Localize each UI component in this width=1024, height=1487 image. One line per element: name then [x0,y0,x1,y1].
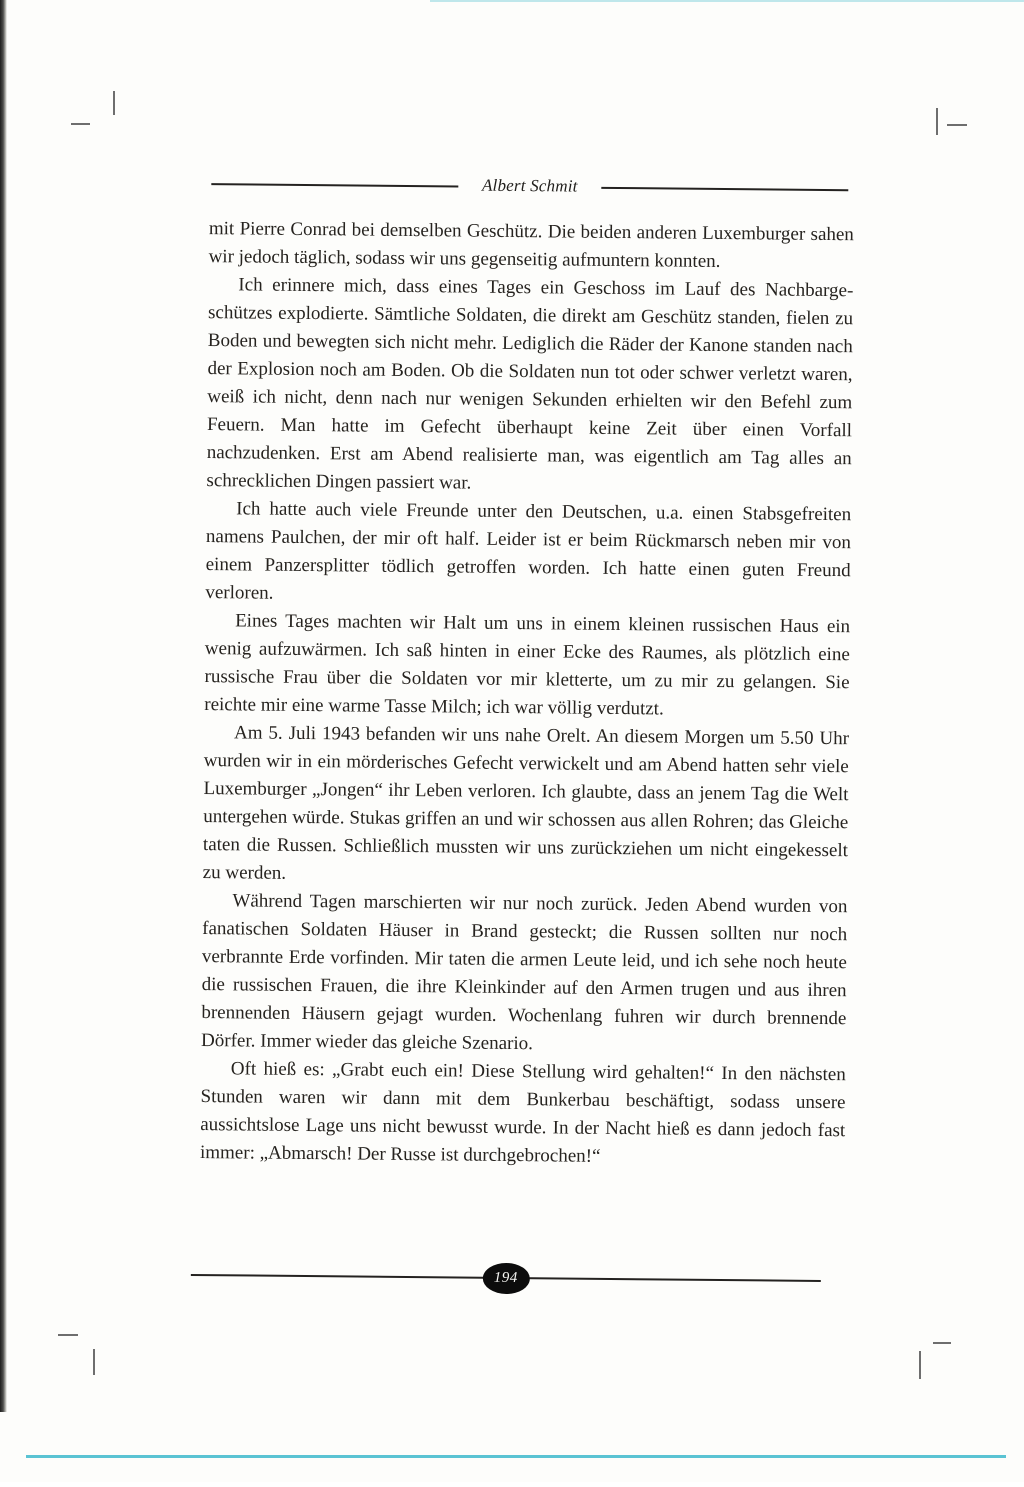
paragraph: Ich hatte auch viele Freunde unter den Deutschen, u.a. einen Stabsgefreiten namens Paulchen, der mir oft half. Leider ist er beim Rückmarsch neben mir von einem Panzersplitter tödlich getroffen worden. Ich hatte einen guten Freund verloren. [205,498,852,604]
page-header-author: Albert Schmit [481,175,578,196]
page-footer [191,1259,821,1297]
paragraph: Eines Tages machten wir Halt um uns in einem kleinen russischen Haus ein wenig aufzuwärmen. Ich saß hinten in einer Ecke des Raumes, als plötzlich eine russische Frau über die Soldaten vor mir kletterte, um zu mir zu gelangen. Sie reichte mir eine warme Tasse Milch; ich war völlig verdutzt. [204,610,851,720]
header-rule-right [602,187,849,191]
header-rule-left [211,183,458,187]
paragraph: Während Tagen marschierten wir nur noch zurück. Jeden Abend wurden von fanatischen Soldaten Häuser in Brand gesteckt; die Russen sollten nur noch verbrannte Erde vorfinden. Mir taten die armen Leute leid, und ich sehe noch heute die russischen Frauen, die ihre Kleinkinder auf den Armen trugen und aus ihren brennenden Häusern gejagt wurden. Wochenlang fuhren wir durch brennende Dörfer. Immer wieder das gleiche Szenario. [201,890,848,1055]
paragraph: mit Pierre Conrad bei demselben Geschütz. Die beiden anderen Luxemburger sahen wir jedoch täglich, sodass wir uns gegenseitig aufmuntern konnten. [208,218,854,272]
paragraph: Am 5. Juli 1943 befanden wir uns nahe Orelt. An diesem Morgen um 5.50 Uhr wurden wir in ein mörderisches Gefecht verwickelt und am Abend hatten sehr viele Luxemburger „Jongen“ ihr Leben verloren. Ich glaubte, dass an jenem Tag die Welt untergehen würde. Stukas griffen an und wir schossen aus allen Rohren; das Gleiche taten die Russen. Schließlich mussten wir uns zurückziehen um nicht eingekesselt zu werden. [202,722,850,884]
paragraph: Ich erinnere mich, dass eines Tages ein Geschoss im Lauf des Nachbargeschützes explodierte. Sämtliche Soldaten, die direkt am Geschütz standen, fielen zu Boden und bewegten sich nicht mehr. Lediglich die Räder der Kanone standen nach der Explosion noch am Boden. Ob die Soldaten nun tot oder schwer verletzt waren, weiß ich nicht, denn nach nur wenigen Sekunden erhielten wir den Befehl zum Feuern. Man hatte im Gefecht überhaupt keine Zeit über einen Vorfall nachzudenken. Erst am Abend realisierte man, was eigentlich am Tag alles an schrecklichen Dingen passiert war. [206,274,854,494]
page-number-badge [482,1262,529,1293]
running-header [211,174,848,200]
paragraph: Oft hieß es: „Grabt euch ein! Diese Stellung wird gehalten!“ In den nächsten Stunden waren wir dann mit dem Bunkerbau beschäftigt, sodass unsere aussichtslose Lage uns nicht bewusst wurde. In der Nacht hieß es dann jedoch fast immer: „Abmarsch! Der Russe ist durchgebrochen!“ [199,1058,846,1167]
body-text [200,215,854,1173]
page-number: 194 [493,1269,518,1286]
